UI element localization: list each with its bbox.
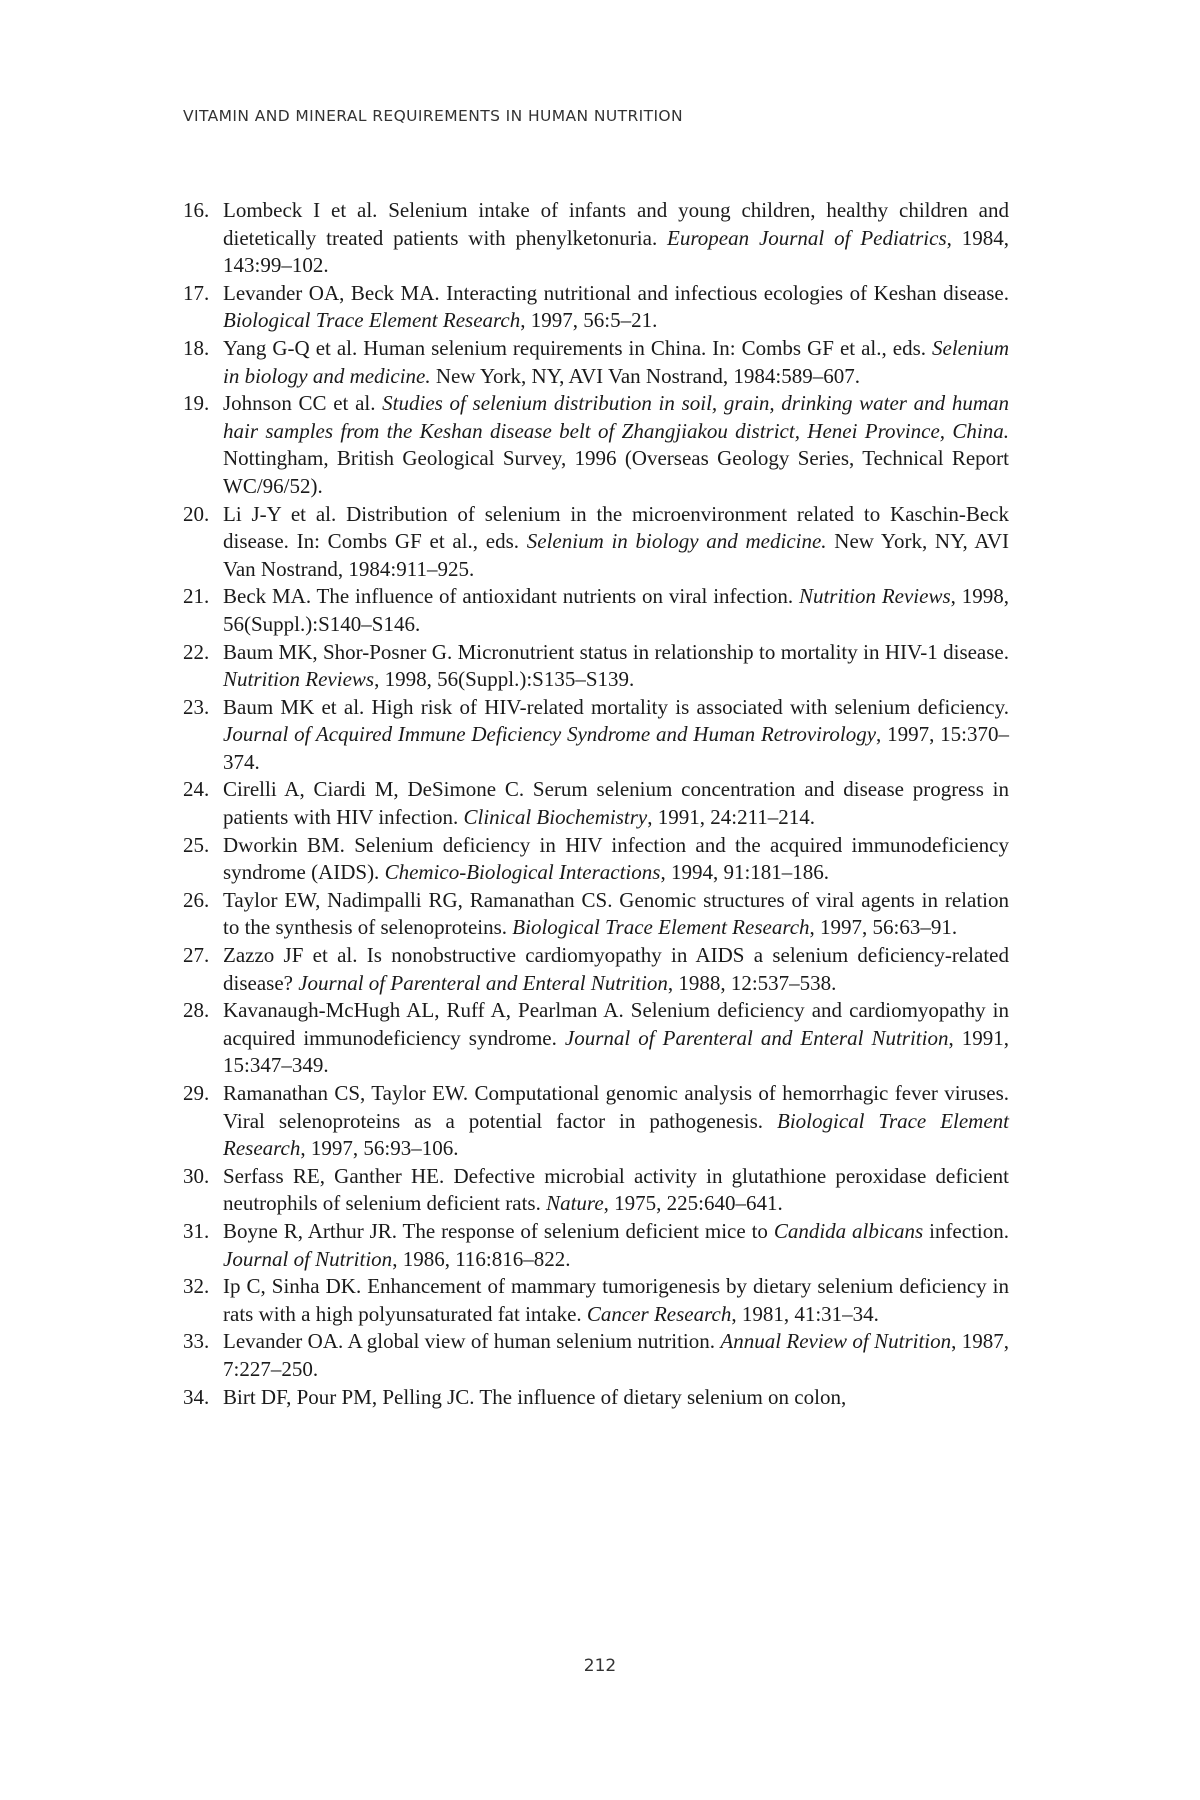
reference-text-segment: , 1986, 116:816–822. xyxy=(392,1246,571,1271)
reference-number: 25. xyxy=(183,832,210,857)
reference-item xyxy=(183,776,1009,831)
reference-source-title: European Journal of Pediatrics xyxy=(667,225,947,250)
reference-source-title: Clinical Biochemistry xyxy=(463,805,648,830)
reference-number: 33. xyxy=(183,1329,210,1354)
reference-text-segment: , 1984, 143:99–102. xyxy=(223,225,1009,278)
reference-text-segment: Baum MK, Shor-Posner G. Micronutrient status in relationship to mortality in HIV-1 disease. xyxy=(223,639,1009,664)
reference-text xyxy=(223,639,1009,694)
reference-item xyxy=(183,335,1009,390)
reference-text xyxy=(223,832,1009,887)
reference-text xyxy=(223,1080,1009,1163)
reference-text-segment: , 1988, 12:537–538. xyxy=(667,970,837,995)
reference-text-segment: Taylor EW, Nadimpalli RG, Ramanathan CS. Genomic structures of viral agents in relation to the synthesis of selenoproteins. xyxy=(223,887,1009,940)
reference-text-segment: , 1998, 56(Suppl.):S135–S139. xyxy=(374,667,635,692)
reference-text-segment: Baum MK et al. High risk of HIV-related mortality is associated with selenium deficiency. xyxy=(223,694,1009,719)
reference-source-title: Nutrition Reviews xyxy=(223,667,375,692)
reference-text-segment: Zazzo JF et al. Is nonobstructive cardiomyopathy in AIDS a selenium deficiency-related disease? xyxy=(223,943,1009,995)
reference-source-title: Journal of Parenteral and Enteral Nutrition xyxy=(564,1025,949,1050)
reference-list xyxy=(183,197,1009,1411)
reference-item xyxy=(183,280,1009,335)
reference-item xyxy=(183,1384,1009,1412)
reference-source-title: Biological Trace Element Research xyxy=(223,1108,1009,1161)
reference-text-segment: Serfass RE, Ganther HE. Defective microbial activity in glutathione peroxidase deficient neutrophils of selenium deficient rats. xyxy=(223,1163,1009,1216)
reference-number: 24. xyxy=(183,777,210,802)
reference-text-segment: Kavanaugh-McHugh AL, Ruff A, Pearlman A. Selenium deficiency and cardiomyopathy in acquired immunodeficiency syndrome. xyxy=(223,998,1009,1050)
reference-item xyxy=(183,1163,1009,1218)
reference-text-segment: Ip C, Sinha DK. Enhancement of mammary tumorigenesis by dietary selenium deficiency in rats with a high polyunsaturated fat intake. xyxy=(223,1274,1009,1326)
reference-item xyxy=(183,583,1009,638)
reference-number: 30. xyxy=(183,1163,210,1188)
reference-item xyxy=(183,1273,1009,1328)
reference-item xyxy=(183,694,1009,777)
reference-number: 31. xyxy=(183,1218,210,1243)
reference-text-segment: , 1994, 91:181–186. xyxy=(660,860,830,885)
reference-number: 21. xyxy=(183,584,210,609)
reference-text-segment: , 1997, 15:370–374. xyxy=(223,722,1009,774)
reference-text-segment: Nottingham, British Geological Survey, 1996 (Overseas Geology Series, Technical Report WC/96/52). xyxy=(223,446,1009,498)
reference-source-title: Chemico-Biological Interactions xyxy=(384,860,661,885)
reference-text xyxy=(223,501,1009,584)
reference-number: 28. xyxy=(183,998,210,1023)
reference-source-title: Journal of Parenteral and Enteral Nutrition xyxy=(298,970,668,995)
reference-text xyxy=(223,1163,1009,1218)
reference-source-title: Selenium in biology and medicine. xyxy=(223,335,1009,388)
reference-number: 27. xyxy=(183,943,210,968)
reference-source-title: Journal of Nutrition xyxy=(223,1246,393,1271)
reference-text-segment: New York, NY, AVI Van Nostrand, 1984:589–607. xyxy=(430,363,860,388)
reference-source-title: Annual Review of Nutrition xyxy=(720,1329,952,1354)
reference-text xyxy=(223,335,1009,390)
reference-source-title: Nature xyxy=(546,1191,604,1216)
running-head: VITAMIN AND MINERAL REQUIREMENTS IN HUMAN NUTRITION xyxy=(183,107,684,125)
reference-text-segment: , 1991, 15:347–349. xyxy=(223,1025,1010,1078)
reference-text-segment: Ramanathan CS, Taylor EW. Computational genomic analysis of hemorrhagic fever viruses. Viral selenoproteins as a potential factor in pathogenesis. xyxy=(223,1081,1009,1133)
reference-text xyxy=(223,694,1009,777)
reference-text xyxy=(223,997,1009,1080)
reference-text-segment: , 1997, 56:63–91. xyxy=(809,915,958,940)
reference-text-segment: Yang G-Q et al. Human selenium requirements in China. In: Combs GF et al., eds. xyxy=(223,335,933,360)
reference-number: 20. xyxy=(183,501,210,526)
reference-item xyxy=(183,1080,1009,1163)
reference-source-title: Biological Trace Element Research xyxy=(512,915,810,940)
reference-number: 17. xyxy=(183,280,210,305)
reference-item xyxy=(183,197,1009,280)
reference-text xyxy=(223,1384,1009,1412)
reference-text-segment: , 1997, 56:5–21. xyxy=(520,308,658,333)
reference-text xyxy=(223,197,1009,280)
reference-source-title: Selenium in biology and medicine. xyxy=(526,529,827,554)
reference-text-segment: Cirelli A, Ciardi M, DeSimone C. Serum selenium concentration and disease progress in patients with HIV infection. xyxy=(223,777,1009,830)
reference-source-title: Journal of Acquired Immune Deficiency Syndrome and Human Retrovirology xyxy=(223,722,877,747)
reference-number: 22. xyxy=(183,639,210,664)
reference-text xyxy=(223,583,1009,638)
reference-text-segment: Boyne R, Arthur JR. The response of selenium deficient mice to xyxy=(223,1218,774,1243)
reference-number: 29. xyxy=(183,1081,210,1105)
reference-text-segment: infection. xyxy=(923,1218,1009,1243)
reference-text-segment: Lombeck I et al. Selenium intake of infants and young children, healthy children and dietetically treated patients with phenylketonuria. xyxy=(223,198,1009,250)
reference-source-title: Cancer Research xyxy=(586,1301,732,1326)
reference-text-segment: Johnson CC et al. xyxy=(223,391,383,416)
reference-item xyxy=(183,639,1009,694)
reference-item xyxy=(183,997,1009,1080)
reference-text-segment: Levander OA, Beck MA. Interacting nutritional and infectious ecologies of Keshan disease. xyxy=(223,280,1009,305)
reference-text-segment: New York, NY, AVI Van Nostrand, 1984:911–925. xyxy=(223,529,1009,581)
reference-text-segment: , 1998, 56(Suppl.):S140–S146. xyxy=(223,584,1009,636)
reference-text-segment: Beck MA. The influence of antioxidant nutrients on viral infection. xyxy=(223,584,799,609)
reference-source-title: Studies of selenium distribution in soil, grain, drinking water and human hair samples from the Keshan disease belt of Zhangjiakou district, Henei Province, China. xyxy=(223,391,1009,443)
reference-item xyxy=(183,501,1009,584)
reference-text-segment: Birt DF, Pour PM, Pelling JC. The influence of dietary selenium on colon, xyxy=(223,1384,847,1409)
reference-number: 32. xyxy=(183,1274,210,1299)
reference-number: 26. xyxy=(183,887,210,912)
reference-text-segment: , 1975, 225:640–641. xyxy=(603,1191,783,1216)
reference-item xyxy=(183,832,1009,887)
page-number: 212 xyxy=(583,1656,617,1676)
reference-item xyxy=(183,390,1009,500)
reference-text-segment: Dworkin BM. Selenium deficiency in HIV infection and the acquired immunodeficiency syndrome (AIDS). xyxy=(223,832,1009,885)
reference-source-title: Candida albicans xyxy=(773,1218,924,1243)
reference-item xyxy=(183,942,1009,997)
reference-text xyxy=(223,1273,1009,1328)
reference-item xyxy=(183,887,1009,942)
reference-text xyxy=(223,887,1009,942)
reference-number: 19. xyxy=(183,391,210,416)
reference-item xyxy=(183,1328,1009,1383)
reference-text xyxy=(223,1328,1009,1383)
reference-text xyxy=(223,942,1009,997)
reference-text-segment: Levander OA. A global view of human selenium nutrition. xyxy=(223,1329,721,1354)
reference-text-segment: , 1987, 7:227–250. xyxy=(223,1329,1009,1381)
reference-number: 18. xyxy=(183,335,210,360)
reference-text xyxy=(223,390,1009,500)
reference-text xyxy=(223,1218,1009,1273)
reference-number: 16. xyxy=(183,198,210,222)
reference-item xyxy=(183,1218,1009,1273)
reference-text xyxy=(223,776,1009,831)
reference-number: 34. xyxy=(183,1384,210,1409)
reference-text-segment: , 1997, 56:93–106. xyxy=(300,1136,459,1161)
reference-text-segment: , 1981, 41:31–34. xyxy=(731,1301,879,1326)
reference-source-title: Nutrition Reviews xyxy=(798,584,951,609)
reference-text-segment: Li J-Y et al. Distribution of selenium in the microenvironment related to Kaschin-Beck disease. In: Combs GF et al., eds. xyxy=(223,501,1009,554)
reference-number: 23. xyxy=(183,694,210,719)
reference-source-title: Biological Trace Element Research xyxy=(223,308,521,333)
reference-text-segment: , 1991, 24:211–214. xyxy=(647,805,816,830)
reference-text xyxy=(223,280,1009,335)
